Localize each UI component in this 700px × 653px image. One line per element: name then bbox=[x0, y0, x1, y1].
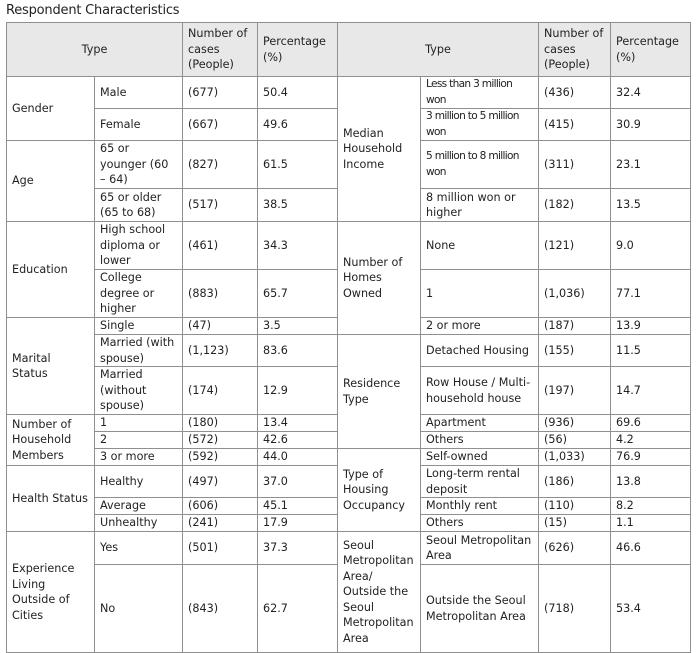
sub-label: 65 or older (65 to 68) bbox=[95, 189, 183, 222]
sub-label: Apartment bbox=[421, 415, 539, 432]
percentage-value: 46.6 bbox=[611, 532, 691, 565]
header-type-right: Type bbox=[338, 23, 539, 77]
sub-label: Row House / Multi-household house bbox=[421, 367, 539, 415]
cases-value: (461) bbox=[183, 222, 258, 270]
cases-value: (110) bbox=[539, 498, 611, 515]
percentage-value: 9.0 bbox=[611, 222, 691, 270]
cases-value: (56) bbox=[539, 432, 611, 449]
cases-value: (187) bbox=[539, 318, 611, 335]
percentage-value: 37.3 bbox=[258, 532, 338, 565]
percentage-value: 69.6 bbox=[611, 415, 691, 432]
cases-value: (241) bbox=[183, 515, 258, 532]
cases-value: (1,036) bbox=[539, 270, 611, 318]
percentage-value: 76.9 bbox=[611, 449, 691, 466]
cases-value: (501) bbox=[183, 532, 258, 565]
sub-label: 3 or more bbox=[95, 449, 183, 466]
table-row bbox=[7, 532, 691, 565]
sub-label: 2 bbox=[95, 432, 183, 449]
percentage-value: 65.7 bbox=[258, 270, 338, 318]
group-label-gender: Gender bbox=[7, 77, 95, 141]
group-label-age: Age bbox=[7, 141, 95, 222]
group-label-marital: Marital Status bbox=[7, 318, 95, 415]
sub-label: Others bbox=[421, 515, 539, 532]
header-row bbox=[7, 23, 691, 77]
cases-value: (1,033) bbox=[539, 449, 611, 466]
percentage-value: 13.5 bbox=[611, 189, 691, 222]
sub-label: Healthy bbox=[95, 466, 183, 498]
cases-value: (415) bbox=[539, 109, 611, 141]
sub-label: Male bbox=[95, 77, 183, 109]
sub-label: College degree or higher bbox=[95, 270, 183, 318]
respondent-characteristics-table bbox=[6, 22, 691, 653]
percentage-value: 77.1 bbox=[611, 270, 691, 318]
sub-label: 1 bbox=[421, 270, 539, 318]
header-type-left: Type bbox=[7, 23, 183, 77]
sub-label: Long-term rental deposit bbox=[421, 466, 539, 498]
cases-value: (883) bbox=[183, 270, 258, 318]
group-label-income: Median Household Income bbox=[338, 77, 421, 222]
percentage-value: 38.5 bbox=[258, 189, 338, 222]
percentage-value: 4.2 bbox=[611, 432, 691, 449]
table-row bbox=[7, 335, 691, 367]
cases-value: (936) bbox=[539, 415, 611, 432]
cases-value: (667) bbox=[183, 109, 258, 141]
percentage-value: 11.5 bbox=[611, 335, 691, 367]
percentage-value: 17.9 bbox=[258, 515, 338, 532]
table-title: Respondent Characteristics bbox=[6, 3, 180, 18]
cases-value: (517) bbox=[183, 189, 258, 222]
sub-label: Detached Housing bbox=[421, 335, 539, 367]
table-row bbox=[7, 77, 691, 109]
cases-value: (626) bbox=[539, 532, 611, 565]
percentage-value: 14.7 bbox=[611, 367, 691, 415]
cases-value: (843) bbox=[183, 565, 258, 653]
table-row bbox=[7, 449, 691, 466]
sub-label: 8 million won or higher bbox=[421, 189, 539, 222]
group-label-household: Number of Household Members bbox=[7, 415, 95, 466]
cases-value: (155) bbox=[539, 335, 611, 367]
group-label-experience: Experience Living Outside of Cities bbox=[7, 532, 95, 653]
cases-value: (718) bbox=[539, 565, 611, 653]
cases-value: (121) bbox=[539, 222, 611, 270]
header-percentage-left: Percentage (%) bbox=[258, 23, 338, 77]
cases-value: (174) bbox=[183, 367, 258, 415]
percentage-value: 13.4 bbox=[258, 415, 338, 432]
sub-label: Single bbox=[95, 318, 183, 335]
group-label-homes: Number of Homes Owned bbox=[338, 222, 421, 335]
sub-label: Outside the Seoul Metropolitan Area bbox=[421, 565, 539, 653]
cases-value: (572) bbox=[183, 432, 258, 449]
sub-label: No bbox=[95, 565, 183, 653]
header-cases-right: Number of cases (People) bbox=[539, 23, 611, 77]
sub-label: Seoul Metropolitan Area bbox=[421, 532, 539, 565]
cases-value: (47) bbox=[183, 318, 258, 335]
cases-value: (1,123) bbox=[183, 335, 258, 367]
group-label-seoul: Seoul Metropolitan Area/ Outside the Seoul Metropolitan Area bbox=[338, 532, 421, 653]
percentage-value: 42.6 bbox=[258, 432, 338, 449]
percentage-value: 12.9 bbox=[258, 367, 338, 415]
sub-label: Yes bbox=[95, 532, 183, 565]
percentage-value: 53.4 bbox=[611, 565, 691, 653]
group-label-occupancy: Type of Housing Occupancy bbox=[338, 449, 421, 532]
percentage-value: 8.2 bbox=[611, 498, 691, 515]
percentage-value: 61.5 bbox=[258, 141, 338, 189]
cases-value: (827) bbox=[183, 141, 258, 189]
group-label-residence: Residence Type bbox=[338, 335, 421, 449]
group-label-education: Education bbox=[7, 222, 95, 318]
table-row bbox=[7, 222, 691, 270]
cases-value: (186) bbox=[539, 466, 611, 498]
percentage-value: 32.4 bbox=[611, 77, 691, 109]
percentage-value: 1.1 bbox=[611, 515, 691, 532]
percentage-value: 13.8 bbox=[611, 466, 691, 498]
percentage-value: 44.0 bbox=[258, 449, 338, 466]
sub-label: Monthly rent bbox=[421, 498, 539, 515]
percentage-value: 3.5 bbox=[258, 318, 338, 335]
sub-label: High school diploma or lower bbox=[95, 222, 183, 270]
percentage-value: 34.3 bbox=[258, 222, 338, 270]
group-label-health: Health Status bbox=[7, 466, 95, 532]
cases-value: (592) bbox=[183, 449, 258, 466]
sub-label: Married (without spouse) bbox=[95, 367, 183, 415]
percentage-value: 13.9 bbox=[611, 318, 691, 335]
percentage-value: 49.6 bbox=[258, 109, 338, 141]
percentage-value: 50.4 bbox=[258, 77, 338, 109]
header-cases-left: Number of cases (People) bbox=[183, 23, 258, 77]
cases-value: (436) bbox=[539, 77, 611, 109]
sub-label: Others bbox=[421, 432, 539, 449]
percentage-value: 23.1 bbox=[611, 141, 691, 189]
sub-label: Average bbox=[95, 498, 183, 515]
sub-label: None bbox=[421, 222, 539, 270]
sub-label: Less than 3 million won bbox=[421, 77, 539, 109]
percentage-value: 62.7 bbox=[258, 565, 338, 653]
percentage-value: 45.1 bbox=[258, 498, 338, 515]
sub-label: 65 or younger (60 – 64) bbox=[95, 141, 183, 189]
sub-label: 5 million to 8 million won bbox=[421, 141, 539, 189]
cases-value: (497) bbox=[183, 466, 258, 498]
cases-value: (606) bbox=[183, 498, 258, 515]
sub-label: Unhealthy bbox=[95, 515, 183, 532]
cases-value: (677) bbox=[183, 77, 258, 109]
cases-value: (182) bbox=[539, 189, 611, 222]
cases-value: (180) bbox=[183, 415, 258, 432]
header-percentage-right: Percentage (%) bbox=[611, 23, 691, 77]
percentage-value: 30.9 bbox=[611, 109, 691, 141]
percentage-value: 83.6 bbox=[258, 335, 338, 367]
percentage-value: 37.0 bbox=[258, 466, 338, 498]
cases-value: (311) bbox=[539, 141, 611, 189]
cases-value: (197) bbox=[539, 367, 611, 415]
sub-label: Married (with spouse) bbox=[95, 335, 183, 367]
sub-label: 3 million to 5 million won bbox=[421, 109, 539, 141]
sub-label: Female bbox=[95, 109, 183, 141]
sub-label: 2 or more bbox=[421, 318, 539, 335]
sub-label: Self-owned bbox=[421, 449, 539, 466]
cases-value: (15) bbox=[539, 515, 611, 532]
respondent-table-wrapper bbox=[6, 22, 691, 653]
sub-label: 1 bbox=[95, 415, 183, 432]
